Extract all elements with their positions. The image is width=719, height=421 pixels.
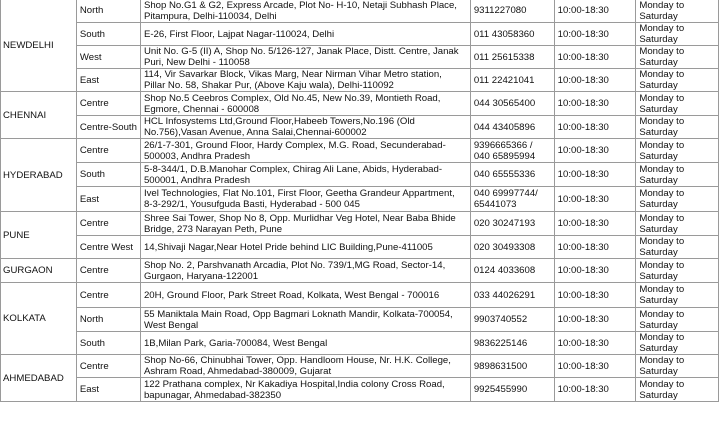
address-line: Egmore, Chennai - 600008 bbox=[143, 103, 260, 115]
zone-cell: South bbox=[76, 332, 140, 355]
days-cell bbox=[636, 187, 719, 212]
zone-cell: East bbox=[76, 378, 140, 402]
days-line: Saturday bbox=[639, 343, 678, 354]
address-cell bbox=[140, 212, 470, 236]
table-row bbox=[1, 163, 719, 187]
city-cell: KOLKATA bbox=[1, 283, 77, 355]
table-row bbox=[1, 69, 719, 92]
zone-cell: Centre West bbox=[76, 236, 140, 259]
city-cell: CHENNAI bbox=[1, 92, 77, 139]
days-line: Monday to bbox=[639, 236, 685, 247]
address-line: 55 Maniktala Main Road, Opp Bagmari Loknath Mandir, Kolkata-700054, bbox=[143, 308, 453, 320]
phone-line: 040 69997744/ bbox=[473, 188, 538, 199]
address-line: E-26, First Floor, Lajpat Nagar-110024, Delhi bbox=[143, 28, 335, 40]
zone-cell: South bbox=[76, 23, 140, 46]
days-line: Monday to bbox=[639, 355, 685, 366]
address-line: 500003, Andhra Pradesh bbox=[143, 150, 251, 162]
address-line: 20H, Ground Floor, Park Street Road, Kolkata, West Bengal - 700016 bbox=[143, 289, 440, 301]
table-row bbox=[1, 139, 719, 163]
days-line: Monday to bbox=[639, 188, 685, 199]
phone-cell bbox=[470, 187, 554, 212]
table-row bbox=[1, 23, 719, 46]
phone-line: 044 43405896 bbox=[473, 121, 536, 133]
phone-line: 040 65895994 bbox=[473, 150, 536, 162]
days-cell bbox=[636, 92, 719, 116]
phone-cell bbox=[470, 163, 554, 187]
table-row bbox=[1, 212, 719, 236]
phone-cell bbox=[470, 0, 554, 23]
days-cell bbox=[636, 355, 719, 378]
days-line: Saturday bbox=[639, 103, 678, 115]
days-line: Saturday bbox=[639, 389, 678, 401]
hours-cell: 10:00-18:30 bbox=[554, 46, 636, 69]
days-cell bbox=[636, 69, 719, 92]
address-line: No.756),Vasan Avenue, Anna Salai,Chennai-600002 bbox=[143, 127, 367, 138]
address-cell bbox=[140, 187, 470, 212]
table-body bbox=[1, 0, 719, 402]
address-cell bbox=[140, 378, 470, 402]
days-line: Saturday bbox=[639, 247, 678, 258]
phone-line: 020 30247193 bbox=[473, 218, 536, 229]
days-line: Monday to bbox=[639, 0, 685, 11]
days-line: Saturday bbox=[639, 319, 678, 331]
phone-cell bbox=[470, 378, 554, 402]
address-line: West Bengal bbox=[143, 319, 199, 331]
address-line: Shop No. 2, Parshvanath Arcadia, Plot No. 739/1,MG Road, Sector-14, bbox=[143, 259, 446, 271]
table-row bbox=[1, 0, 719, 23]
hours-cell: 10:00-18:30 bbox=[554, 259, 636, 283]
days-cell bbox=[636, 23, 719, 46]
days-line: Saturday bbox=[639, 223, 678, 235]
address-cell bbox=[140, 139, 470, 163]
address-line: Ivel Technologies, Flat No.101, First Floor, Geetha Grandeur Appartment, bbox=[143, 188, 455, 199]
zone-cell: North bbox=[76, 0, 140, 23]
city-cell: AHMEDABAD bbox=[1, 355, 77, 402]
days-line: Saturday bbox=[639, 34, 678, 45]
phone-line: 011 25615338 bbox=[473, 51, 535, 63]
days-line: Saturday bbox=[639, 80, 678, 91]
days-cell bbox=[636, 236, 719, 259]
address-line: 122 Prathana complex, Nr Kakadiya Hospital,India colony Cross Road, bbox=[143, 378, 445, 390]
zone-cell: South bbox=[76, 163, 140, 187]
days-cell bbox=[636, 332, 719, 355]
zone-cell: West bbox=[76, 46, 140, 69]
phone-cell bbox=[470, 236, 554, 259]
days-line: Monday to bbox=[639, 69, 685, 80]
days-cell bbox=[636, 0, 719, 23]
hours-cell: 10:00-18:30 bbox=[554, 23, 636, 46]
table-row bbox=[1, 187, 719, 212]
phone-cell bbox=[470, 46, 554, 69]
address-line: Shop No.G1 & G2, Express Arcade, Plot No- H-10, Netaji Subhash Place, bbox=[143, 0, 457, 11]
days-line: Saturday bbox=[639, 199, 678, 210]
days-cell bbox=[636, 308, 719, 332]
hours-cell: 10:00-18:30 bbox=[554, 212, 636, 236]
days-cell bbox=[636, 46, 719, 69]
hours-cell: 10:00-18:30 bbox=[554, 69, 636, 92]
phone-cell bbox=[470, 116, 554, 139]
days-line: Monday to bbox=[639, 46, 685, 57]
phone-line: 020 30493308 bbox=[473, 241, 536, 253]
zone-cell: Centre bbox=[76, 355, 140, 378]
hours-cell: 10:00-18:30 bbox=[554, 163, 636, 187]
days-line: Monday to bbox=[639, 139, 685, 151]
table-row bbox=[1, 92, 719, 116]
days-line: Saturday bbox=[639, 127, 678, 138]
table-row bbox=[1, 236, 719, 259]
phone-line: 044 30565400 bbox=[473, 98, 536, 109]
phone-line: 040 65555336 bbox=[473, 169, 536, 180]
days-cell bbox=[636, 116, 719, 139]
table-row bbox=[1, 355, 719, 378]
address-cell bbox=[140, 46, 470, 69]
address-line: 114, Vir Savarkar Block, Vikas Marg, Near Nirman Vihar Metro station, bbox=[143, 69, 442, 80]
table-row bbox=[1, 378, 719, 402]
days-line: Monday to bbox=[639, 163, 685, 175]
days-line: Saturday bbox=[639, 174, 678, 186]
hours-cell: 10:00-18:30 bbox=[554, 378, 636, 402]
zone-cell: East bbox=[76, 187, 140, 212]
days-cell bbox=[636, 163, 719, 187]
address-line: Ashram Road, Ahmedabad-380009, Gujarat bbox=[143, 366, 332, 377]
days-line: Saturday bbox=[639, 57, 678, 68]
days-line: Monday to bbox=[639, 308, 685, 320]
days-cell bbox=[636, 378, 719, 402]
address-line: Bridge, 273 Narayan Peth, Pune bbox=[143, 223, 283, 235]
days-cell bbox=[636, 212, 719, 236]
phone-cell bbox=[470, 355, 554, 378]
zone-cell: Centre-South bbox=[76, 116, 140, 139]
address-cell bbox=[140, 69, 470, 92]
city-cell: GURGAON bbox=[1, 259, 77, 283]
address-cell bbox=[140, 163, 470, 187]
address-cell bbox=[140, 308, 470, 332]
city-cell: PUNE bbox=[1, 212, 77, 259]
address-line: Pitampura, Delhi-110034, Delhi bbox=[143, 10, 277, 22]
days-line: Monday to bbox=[639, 116, 685, 127]
days-line: Monday to bbox=[639, 23, 685, 34]
address-line: 26/1-7-301, Ground Floor, Hardy Complex, M.G. Road, Secunderabad- bbox=[143, 139, 446, 151]
days-line: Saturday bbox=[639, 366, 678, 377]
address-line: Gurgaon, Haryana-122001 bbox=[143, 270, 259, 282]
address-cell bbox=[140, 283, 470, 308]
phone-cell bbox=[470, 332, 554, 355]
days-line: Monday to bbox=[639, 212, 685, 224]
zone-cell: North bbox=[76, 308, 140, 332]
days-line: Saturday bbox=[639, 270, 678, 282]
days-line: Saturday bbox=[639, 150, 678, 162]
phone-cell bbox=[470, 212, 554, 236]
phone-cell bbox=[470, 23, 554, 46]
table-row bbox=[1, 332, 719, 355]
days-cell bbox=[636, 259, 719, 283]
zone-cell: Centre bbox=[76, 212, 140, 236]
hours-cell: 10:00-18:30 bbox=[554, 187, 636, 212]
phone-line: 0124 4033608 bbox=[473, 265, 536, 276]
zone-cell: Centre bbox=[76, 259, 140, 283]
hours-cell: 10:00-18:30 bbox=[554, 92, 636, 116]
address-cell bbox=[140, 355, 470, 378]
days-line: Monday to bbox=[639, 378, 685, 390]
phone-line: 9311227080 bbox=[473, 5, 527, 16]
address-cell bbox=[140, 92, 470, 116]
phone-line: 9903740552 bbox=[473, 314, 528, 325]
zone-cell: Centre bbox=[76, 92, 140, 116]
address-line: Puri, New Delhi - 110058 bbox=[143, 57, 250, 68]
address-line: Pillar No. 58, Shakar Pur, (Above Kaju wala), Delhi-110092 bbox=[143, 80, 394, 91]
table-row bbox=[1, 308, 719, 332]
table-row bbox=[1, 46, 719, 69]
address-line: 500001, Andhra Pradesh bbox=[143, 174, 251, 186]
address-line: 8-3-292/1, Yousufguda Basti, Hyderabad - 500 045 bbox=[143, 199, 360, 210]
hours-cell: 10:00-18:30 bbox=[554, 332, 636, 355]
address-line: Shop No.5 Ceebros Complex, Old No.45, New No.39, Montieth Road, bbox=[143, 92, 441, 104]
phone-cell bbox=[470, 308, 554, 332]
phone-line: 011 43058360 bbox=[473, 28, 535, 40]
days-line: Monday to bbox=[639, 332, 685, 343]
city-cell: HYDERABAD bbox=[1, 139, 77, 212]
phone-line: 9898631500 bbox=[473, 360, 528, 372]
zone-cell: Centre bbox=[76, 139, 140, 163]
phone-cell bbox=[470, 69, 554, 92]
days-line: Monday to bbox=[639, 92, 685, 104]
hours-cell: 10:00-18:30 bbox=[554, 283, 636, 308]
address-cell bbox=[140, 116, 470, 139]
address-cell bbox=[140, 259, 470, 283]
hours-cell: 10:00-18:30 bbox=[554, 0, 636, 23]
address-line: bapunagar, Ahmedabad-382350 bbox=[143, 389, 282, 401]
phone-cell bbox=[470, 92, 554, 116]
days-line: Saturday bbox=[639, 10, 678, 22]
phone-line: 011 22421041 bbox=[473, 74, 535, 86]
hours-cell: 10:00-18:30 bbox=[554, 236, 636, 259]
address-line: Shop No-66, Chinubhai Tower, Opp. Handloom House, Nr. H.K. College, bbox=[143, 355, 451, 366]
phone-line: 65441073 bbox=[473, 199, 517, 210]
address-cell bbox=[140, 332, 470, 355]
hours-cell: 10:00-18:30 bbox=[554, 355, 636, 378]
address-cell bbox=[140, 236, 470, 259]
table-row bbox=[1, 259, 719, 283]
address-line: Unit No. G-5 (II) A, Shop No. 5/126-127, Janak Place, Distt. Centre, Janak bbox=[143, 46, 459, 57]
phone-cell bbox=[470, 139, 554, 163]
days-line: Monday to bbox=[639, 259, 685, 271]
table-row bbox=[1, 283, 719, 308]
days-line: Saturday bbox=[639, 295, 678, 306]
address-line: HCL Infosystems Ltd,Ground Floor,Habeeb Towers,No.196 (Old bbox=[143, 116, 415, 127]
address-line: 5-8-344/1, D.B.Manohar Complex, Chirag Ali Lane, Abids, Hyderabad- bbox=[143, 163, 443, 175]
hours-cell: 10:00-18:30 bbox=[554, 116, 636, 139]
zone-cell: East bbox=[76, 69, 140, 92]
days-line: Monday to bbox=[639, 284, 685, 295]
table-row bbox=[1, 116, 719, 139]
zone-cell: Centre bbox=[76, 283, 140, 308]
phone-line: 9836225146 bbox=[473, 337, 528, 349]
city-cell: NEWDELHI bbox=[1, 0, 77, 92]
hours-cell: 10:00-18:30 bbox=[554, 139, 636, 163]
address-line: Shree Sai Tower, Shop No 8, Opp. Murlidhar Veg Hotel, Near Baba Bhide bbox=[143, 212, 456, 224]
address-line: 1B,Milan Park, Garia-700084, West Bengal bbox=[143, 337, 328, 349]
phone-cell bbox=[470, 283, 554, 308]
days-cell bbox=[636, 139, 719, 163]
phone-line: 033 44026291 bbox=[473, 289, 536, 301]
days-cell bbox=[636, 283, 719, 308]
address-cell bbox=[140, 0, 470, 23]
phone-line: 9396665366 / bbox=[473, 139, 533, 151]
phone-cell bbox=[470, 259, 554, 283]
address-cell bbox=[140, 23, 470, 46]
phone-line: 9925455990 bbox=[473, 384, 528, 395]
address-line: 14,Shivaji Nagar,Near Hotel Pride behind LIC Building,Pune-411005 bbox=[143, 241, 433, 253]
hours-cell: 10:00-18:30 bbox=[554, 308, 636, 332]
